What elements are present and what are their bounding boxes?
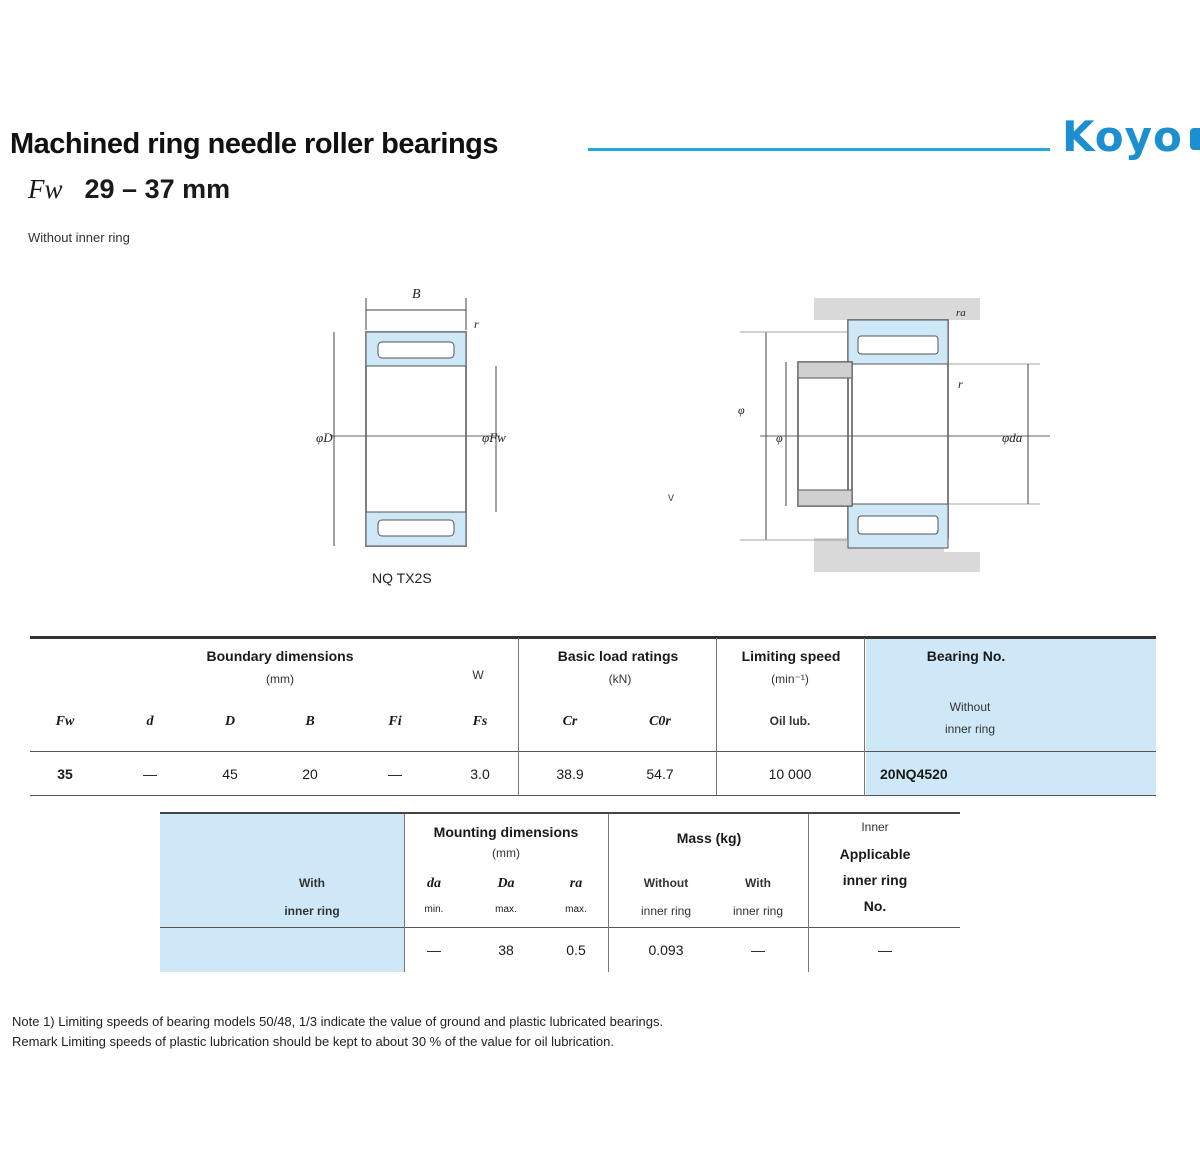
row-oil-lub: 10 000 bbox=[768, 766, 812, 782]
without-inner-ring-note: Without inner ring bbox=[28, 230, 130, 245]
row-cr: 38.9 bbox=[556, 766, 584, 782]
sub-col-divider-3 bbox=[808, 814, 809, 972]
col-divider-2 bbox=[716, 638, 717, 796]
col-fi: Fi bbox=[388, 714, 402, 729]
footnote-note: Note 1) Limiting speeds of bearing models 50/48, 1/3 indicate the value of ground and plastic lubricated bearings. bbox=[12, 1014, 664, 1029]
col-da: da bbox=[427, 876, 441, 891]
brand-logo: Koyo bbox=[1062, 112, 1183, 161]
col-Da: Da bbox=[497, 876, 515, 891]
model-label: NQ TX2S bbox=[372, 570, 432, 586]
bearing-no-header: Bearing No. bbox=[926, 648, 1006, 664]
col-c0r: C0r bbox=[649, 714, 671, 729]
fw-symbol: Fw bbox=[28, 174, 63, 204]
col-da-sub: min. bbox=[424, 904, 444, 915]
col-fw: Fw bbox=[55, 714, 75, 729]
mass-with-a: With bbox=[745, 876, 771, 890]
col-ra: ra bbox=[569, 876, 583, 891]
r1-label: r bbox=[958, 377, 963, 391]
row-d: — bbox=[143, 766, 157, 782]
bearing-section-drawing bbox=[300, 270, 540, 560]
sub-top-rule bbox=[160, 812, 960, 814]
with-inner-column-bg bbox=[160, 814, 404, 972]
fw-left-label: φ bbox=[776, 431, 783, 445]
load-ratings-header: Basic load ratings bbox=[557, 648, 679, 664]
ra-label: ra bbox=[956, 307, 966, 319]
sub-row-mass-without: 0.093 bbox=[648, 942, 684, 958]
title-rule bbox=[588, 148, 1050, 151]
mass-without-b: inner ring bbox=[640, 904, 692, 918]
mounting-drawing bbox=[730, 290, 1060, 580]
dims-note: W bbox=[472, 668, 484, 682]
size-range bbox=[28, 174, 230, 205]
mass-with-b: inner ring bbox=[732, 904, 784, 918]
center-mark: v bbox=[668, 490, 674, 504]
fw-label: φFw bbox=[482, 430, 506, 445]
sub-row-ra: 0.5 bbox=[566, 942, 586, 958]
row-bearing-no: 20NQ4520 bbox=[880, 766, 948, 782]
col-fs: Fs bbox=[472, 714, 488, 729]
sub-row-mass-with: — bbox=[751, 942, 765, 958]
row-c0r: 54.7 bbox=[646, 766, 674, 782]
mounting-dims-header: Mounting dimensions bbox=[433, 824, 579, 840]
with-inner-label-b: inner ring bbox=[284, 904, 340, 918]
col-divider-1 bbox=[518, 638, 519, 796]
sub-col-divider-2 bbox=[608, 814, 609, 972]
sub-row-inner-no: — bbox=[878, 942, 892, 958]
col-B: B bbox=[305, 714, 315, 729]
limiting-speed-unit: (min⁻¹) bbox=[771, 672, 809, 686]
applicable-label: Applicable bbox=[839, 846, 911, 862]
row-B: 20 bbox=[302, 766, 318, 782]
table-header-rule bbox=[30, 751, 1156, 752]
sub-row-Da: 38 bbox=[498, 942, 514, 958]
footnotes bbox=[12, 1012, 663, 1052]
sub-row-da: — bbox=[427, 942, 441, 958]
col-cr: Cr bbox=[562, 714, 578, 729]
footnote-remark: Remark Limiting speeds of plastic lubrication should be kept to about 30 % of the value for oil lubrication. bbox=[12, 1034, 614, 1049]
load-ratings-unit: (kN) bbox=[608, 672, 632, 686]
row-fs: 3.0 bbox=[470, 766, 490, 782]
sub-header-rule bbox=[160, 927, 960, 928]
boundary-dims-header: Boundary dimensions bbox=[206, 648, 354, 664]
mass-without-a: Without bbox=[643, 876, 689, 890]
row-fw: 35 bbox=[57, 766, 73, 782]
table-top-rule bbox=[30, 636, 1156, 639]
da-label: φda bbox=[1002, 430, 1023, 445]
mass-header: Mass (kg) bbox=[676, 830, 742, 846]
width-label: B bbox=[412, 287, 421, 302]
limiting-speed-header: Limiting speed bbox=[741, 648, 841, 664]
table-bottom-rule bbox=[30, 795, 1156, 796]
no-label: No. bbox=[863, 898, 887, 914]
boundary-dims-unit: (mm) bbox=[266, 672, 294, 686]
page-title: Machined ring needle roller bearings bbox=[10, 128, 499, 160]
col-Da-sub: max. bbox=[495, 904, 517, 915]
without-inner-label-b: inner ring bbox=[944, 722, 996, 736]
range-value: 29 – 37 mm bbox=[84, 174, 231, 204]
outer-da-label: φ bbox=[738, 403, 745, 417]
brand-logo-tail bbox=[1190, 128, 1200, 150]
col-ra-sub: max. bbox=[565, 904, 587, 915]
inner-top-label: Inner bbox=[861, 820, 889, 834]
row-fi: — bbox=[388, 766, 402, 782]
without-inner-label-a: Without bbox=[949, 700, 991, 714]
mounting-dims-unit: (mm) bbox=[492, 846, 520, 860]
inner-ring-label: inner ring bbox=[842, 872, 908, 888]
col-D: D bbox=[224, 714, 236, 729]
col-oil-lub: Oil lub. bbox=[769, 714, 811, 728]
row-D: 45 bbox=[222, 766, 238, 782]
outer-dia-label: φD bbox=[316, 430, 333, 445]
chamfer-label: r bbox=[474, 317, 479, 331]
col-divider-3 bbox=[864, 638, 865, 796]
col-d: d bbox=[146, 714, 154, 729]
with-inner-label-a: With bbox=[299, 876, 325, 890]
